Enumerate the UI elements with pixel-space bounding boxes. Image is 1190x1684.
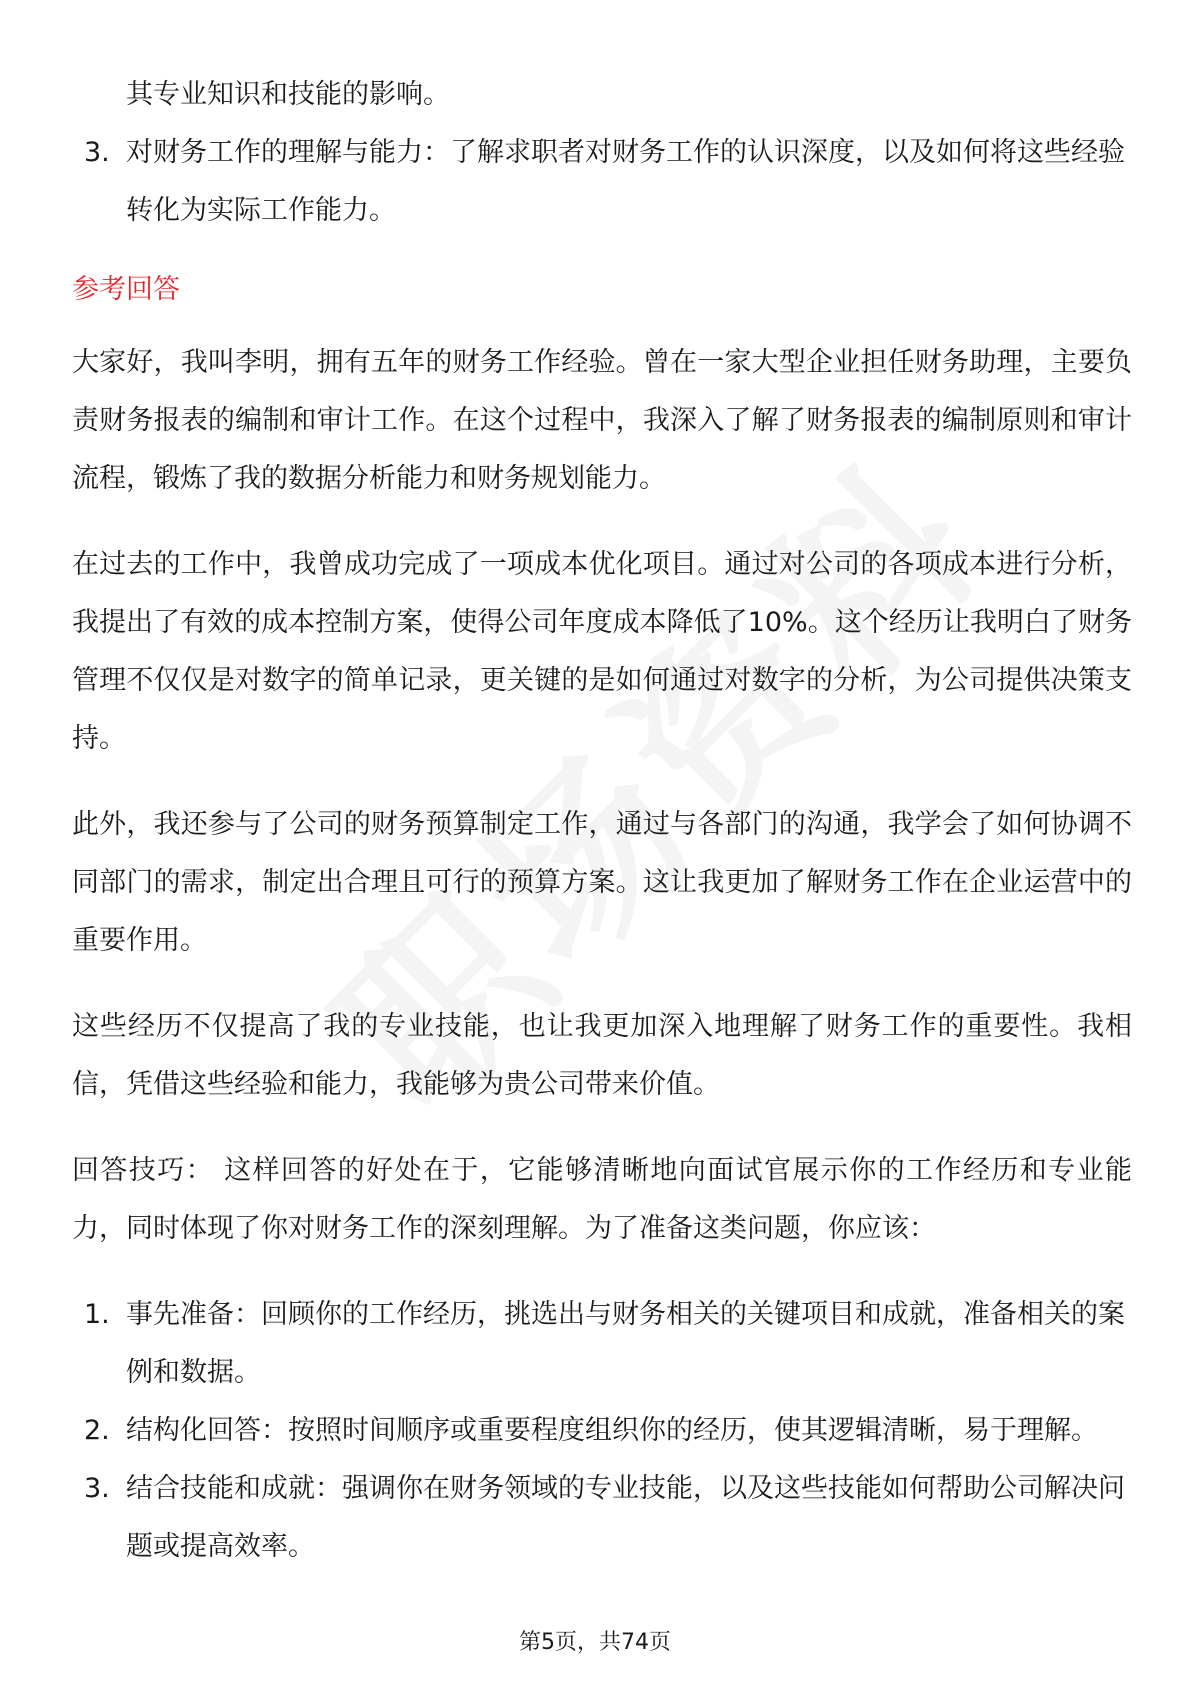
page-number-footer: 第5页，共74页 xyxy=(519,1630,671,1655)
list-item-number: 3. xyxy=(84,1473,110,1504)
list-item-number: 1. xyxy=(84,1299,110,1330)
answer-paragraph-3: 此外，我还参与了公司的财务预算制定工作，通过与各部门的沟通，我学会了如何协调不同部门的需求，制定出合理且可行的预算方案。这让我更加了解财务工作在企业运营中的重要作用。 xyxy=(72,809,1132,956)
tips-list xyxy=(72,1286,1132,1576)
answer-paragraph-4: 这些经历不仅提高了我的专业技能，也让我更加深入地理解了财务工作的重要性。我相信，凭借这些经验和能力，我能够为贵公司带来价值。 xyxy=(72,1011,1132,1100)
list-item xyxy=(72,124,1132,240)
list-item xyxy=(72,1402,1132,1460)
list-item-text: 结构化回答：按照时间顺序或重要程度组织你的经历，使其逻辑清晰，易于理解。 xyxy=(126,1415,1098,1446)
list-item-text: 对财务工作的理解与能力：了解求职者对财务工作的认识深度，以及如何将这些经验转化为实际工作能力。 xyxy=(126,137,1125,226)
page-content xyxy=(72,66,1132,1576)
list-item xyxy=(72,1286,1132,1402)
list-item-text: 结合技能和成就：强调你在财务领域的专业技能，以及这些技能如何帮助公司解决问题或提高效率。 xyxy=(126,1473,1125,1562)
list-item xyxy=(72,1460,1132,1576)
list-item-number: 2. xyxy=(84,1415,110,1446)
list-item-text: 事先准备：回顾你的工作经历，挑选出与财务相关的关键项目和成就，准备相关的案例和数据。 xyxy=(126,1299,1125,1388)
section-title: 参考回答 xyxy=(72,274,180,305)
answer-paragraph-1: 大家好，我叫李明，拥有五年的财务工作经验。曾在一家大型企业担任财务助理，主要负责财务报表的编制和审计工作。在这个过程中，我深入了解了财务报表的编制原则和审计流程，锻炼了我的数据分析能力和财务规划能力。 xyxy=(72,347,1132,494)
criteria-list xyxy=(72,124,1132,240)
list-item-number: 3. xyxy=(84,137,110,168)
answer-paragraph-2: 在过去的工作中，我曾成功完成了一项成本优化项目。通过对公司的各项成本进行分析，我提出了有效的成本控制方案，使得公司年度成本降低了10%。这个经历让我明白了财务管理不仅仅是对数字的简单记录，更关键的是如何通过对数字的分析，为公司提供决策支持。 xyxy=(72,549,1132,754)
list-item-continuation: 其专业知识和技能的影响。 xyxy=(126,79,450,110)
answer-tips-intro: 回答技巧： 这样回答的好处在于，它能够清晰地向面试官展示你的工作经历和专业能力，同时体现了你对财务工作的深刻理解。为了准备这类问题，你应该： xyxy=(72,1155,1132,1244)
